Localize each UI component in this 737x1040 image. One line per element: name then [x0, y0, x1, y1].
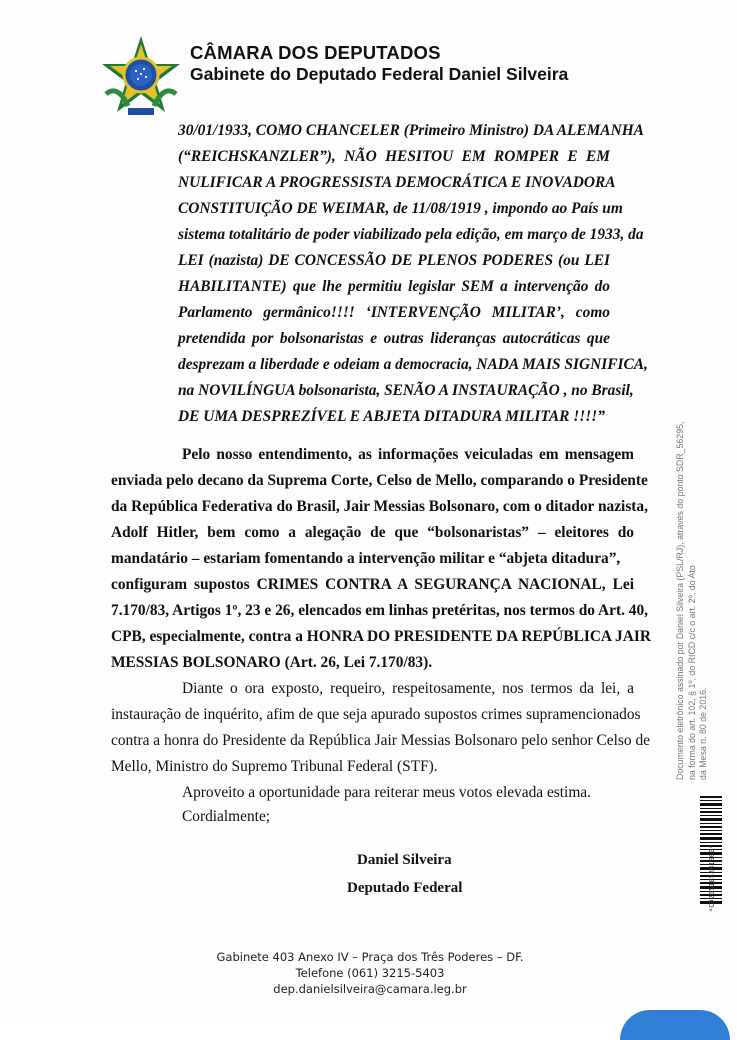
paragraph-1-line: 30/01/1933, COMO CHANCELER (Primeiro Ministro) DA ALEMANHA [178, 122, 644, 139]
paragraph-1-line: sistema totalitário de poder viabilizado pela edição, em março de 1933, da [178, 226, 644, 243]
paragraph-3-line: Diante o ora exposto, requeiro, respeitosamente, nos termos da lei, a [182, 680, 634, 697]
paragraph-2-line: configuram supostos CRIMES CONTRA A SEGURANÇA NACIONAL, Lei [111, 576, 634, 593]
paragraph-2-line: enviada pelo decano da Suprema Corte, Celso de Mello, comparando o Presidente [111, 472, 648, 489]
paragraph-2-line: Adolf Hitler, bem como a alegação de que “bolsonaristas” – eleitores do [111, 524, 634, 541]
bottom-decoration [620, 1010, 730, 1040]
side-note-line: na forma do art. 102, § 1º, do RICD c/c o art. 2º, do Ato [686, 565, 697, 780]
paragraph-1-line: desprezam a liberdade e odeiam a democracia, NADA MAIS SIGNIFICA, [178, 356, 648, 373]
paragraph-1-line: HABILITANTE) que lhe permitiu legislar SEM a intervenção do [178, 278, 610, 295]
signature-name: Daniel Silveira [357, 852, 452, 868]
signature-role: Deputado Federal [347, 880, 463, 896]
paragraph-3-line: Mello, Ministro do Supremo Tribunal Federal (STF). [111, 758, 438, 775]
header-title: CÂMARA DOS DEPUTADOS [190, 42, 441, 63]
paragraph-1-line: NULIFICAR A PROGRESSISTA DEMOCRÁTICA E INOVADORA [178, 174, 616, 191]
barcode-code [708, 844, 718, 922]
paragraph-1-line: Parlamento germânico!!!! ‘INTERVENÇÃO MILITAR’, como [178, 304, 610, 321]
footer-email[interactable]: dep.danielsilveira@camara.leg.br [273, 982, 467, 996]
paragraph-1-line: DE UMA DESPREZÍVEL E ABJETA DITADURA MILITAR !!!!” [178, 408, 605, 425]
side-note-line: da Mesa n. 80 de 2016. [698, 687, 708, 780]
paragraph-2-line: da República Federativa do Brasil, Jair Messias Bolsonaro, com o ditador nazista, [111, 498, 648, 515]
electronic-signature-note [675, 421, 708, 790]
paragraph-3-line: contra a honra do Presidente da República Jair Messias Bolsonaro pelo senhor Celso de [111, 732, 650, 749]
paragraph-1-line: LEI (nazista) DE CONCESSÃO DE PLENOS PODERES (ou LEI [178, 252, 610, 269]
closing-line: Aproveito a oportunidade para reiterar meus votos elevada estima. [182, 784, 591, 801]
paragraph-1-line: CONSTITUIÇÃO DE WEIMAR, de 11/08/1919 , impondo ao País um [178, 200, 623, 217]
paragraph-1-line: (“REICHSKANZLER”), NÃO HESITOU EM ROMPER E EM [178, 148, 610, 165]
barcode-code-text: *CD205185381000* [708, 844, 716, 912]
paragraph-1-line: na NOVILÍNGUA bolsonarista, SENÃO A INSTAURAÇÃO , no Brasil, [178, 382, 634, 399]
footer-phone: Telefone (061) 3215-5403 [295, 966, 445, 980]
footer-address: Gabinete 403 Anexo IV – Praça dos Três Poderes – DF. [216, 950, 524, 964]
closing-salutation: Cordialmente; [182, 808, 271, 825]
paragraph-2-line: 7.170/83, Artigos 1º, 23 e 26, elencados em linhas pretéritas, nos termos do Art. 40, [111, 602, 649, 619]
paragraph-2-line: MESSIAS BOLSONARO (Art. 26, Lei 7.170/83). [111, 654, 433, 671]
brasil-coat-of-arms-icon [98, 34, 184, 120]
paragraph-1-line: pretendida por bolsonaristas e outras lideranças autocráticas que [178, 330, 610, 347]
paragraph-2-line: Pelo nosso entendimento, as informações veiculadas em mensagem [182, 446, 634, 463]
header-subtitle: Gabinete do Deputado Federal Daniel Silveira [190, 64, 569, 84]
paragraph-2-line: mandatário – estariam fomentando a intervenção militar e “abjeta ditadura”, [111, 550, 621, 567]
side-note-line: Documento eletrônico assinado por Daniel Silveira (PSL/RJ), através do ponto SDR_56295, [675, 421, 685, 780]
paragraph-2-line: CPB, especialmente, contra a HONRA DO PRESIDENTE DA REPÚBLICA JAIR [111, 628, 651, 645]
paragraph-3-line: instauração de inquérito, afim de que seja apurado supostos crimes supramencionados [111, 706, 641, 723]
